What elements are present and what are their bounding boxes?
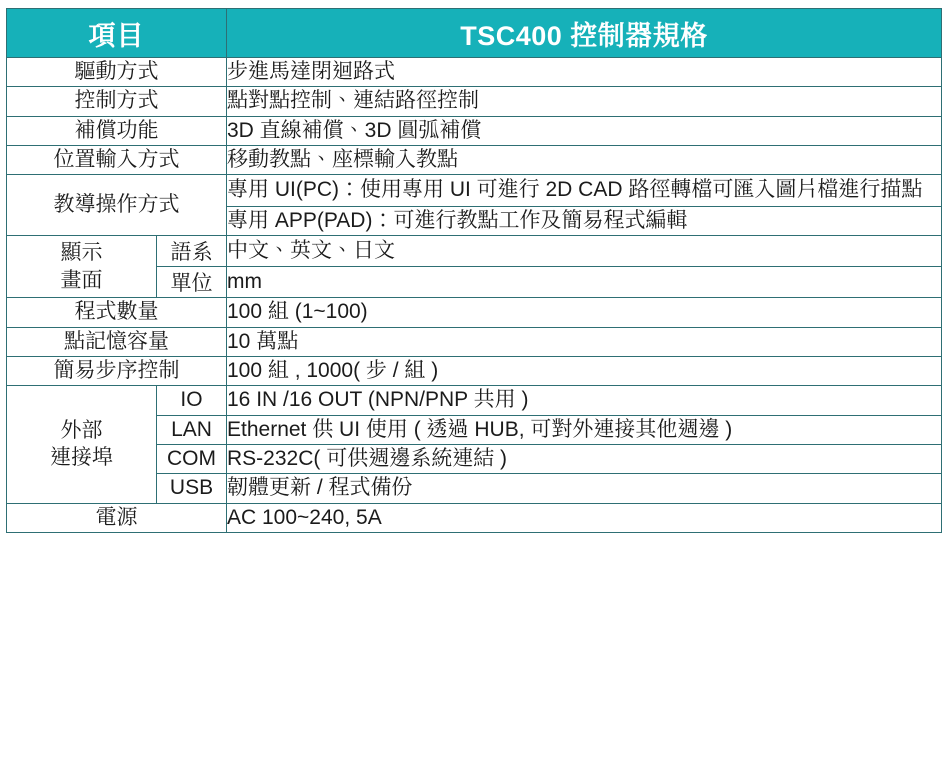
- header-item-label: 項目: [7, 9, 227, 58]
- subrow-label-unit: 單位: [157, 267, 227, 298]
- row-value-drive-method: 步進馬達閉迴路式: [227, 58, 942, 87]
- table-row: [7, 327, 942, 356]
- subrow-label-com: COM: [157, 444, 227, 473]
- row-value-control-method: 點對點控制、連結路徑控制: [227, 87, 942, 116]
- row-label-program-count: 程式數量: [7, 298, 227, 327]
- subrow-label-io: IO: [157, 386, 227, 415]
- row-value-teaching-ui-pc: 專用 UI(PC)：使用專用 UI 可進行 2D CAD 路徑轉檔可匯入圖片檔進行描點: [227, 175, 942, 206]
- table-row: [7, 146, 942, 175]
- header-spec-title: TSC400 控制器規格: [227, 9, 942, 58]
- row-value-compensation: 3D 直線補償、3D 圓弧補償: [227, 116, 942, 145]
- table-row: [7, 298, 942, 327]
- row-label-position-input: 位置輸入方式: [7, 146, 227, 175]
- subrow-value-com: RS-232C( 可供週邊系統連結 ): [227, 444, 942, 473]
- row-label-teaching-operation: 教導操作方式: [7, 175, 227, 236]
- row-value-power-supply: AC 100~240, 5A: [227, 503, 942, 532]
- row-value-point-memory: 10 萬點: [227, 327, 942, 356]
- row-label-sequence-control: 簡易步序控制: [7, 356, 227, 385]
- subrow-label-lan: LAN: [157, 415, 227, 444]
- table-header-row: [7, 9, 942, 58]
- row-value-program-count: 100 組 (1~100): [227, 298, 942, 327]
- display-label-line2: 畫面: [60, 268, 103, 292]
- subrow-value-language: 中文、英文、日文: [227, 236, 942, 267]
- subrow-label-usb: USB: [157, 474, 227, 503]
- row-value-teaching-app-pad: 專用 APP(PAD)：可進行教點工作及簡易程式編輯: [227, 206, 942, 235]
- row-label-control-method: 控制方式: [7, 87, 227, 116]
- subrow-label-language: 語系: [157, 236, 227, 267]
- controller-spec-table: [6, 8, 942, 533]
- row-label-external-ports: [7, 386, 157, 503]
- row-label-point-memory: 點記憶容量: [7, 327, 227, 356]
- table-row: [7, 87, 942, 116]
- table-row: [7, 236, 942, 267]
- external-label-line1: 外部: [60, 419, 103, 443]
- subrow-value-usb: 韌體更新 / 程式備份: [227, 474, 942, 503]
- row-label-display-screen: [7, 236, 157, 298]
- table-row: [7, 503, 942, 532]
- table-row: [7, 386, 942, 415]
- table-row: [7, 356, 942, 385]
- table-row: [7, 116, 942, 145]
- row-value-sequence-control: 100 組 , 1000( 步 / 組 ): [227, 356, 942, 385]
- external-label-line2: 連接埠: [50, 446, 113, 470]
- row-label-drive-method: 驅動方式: [7, 58, 227, 87]
- row-label-compensation: 補償功能: [7, 116, 227, 145]
- table-row: [7, 58, 942, 87]
- row-label-power-supply: 電源: [7, 503, 227, 532]
- subrow-value-lan: Ethernet 供 UI 使用 ( 透過 HUB, 可對外連接其他週邊 ): [227, 415, 942, 444]
- display-label-line1: 顯示: [60, 241, 103, 265]
- table-row: [7, 175, 942, 206]
- subrow-value-io: 16 IN /16 OUT (NPN/PNP 共用 ): [227, 386, 942, 415]
- subrow-value-unit: mm: [227, 267, 942, 298]
- row-value-position-input: 移動教點、座標輸入教點: [227, 146, 942, 175]
